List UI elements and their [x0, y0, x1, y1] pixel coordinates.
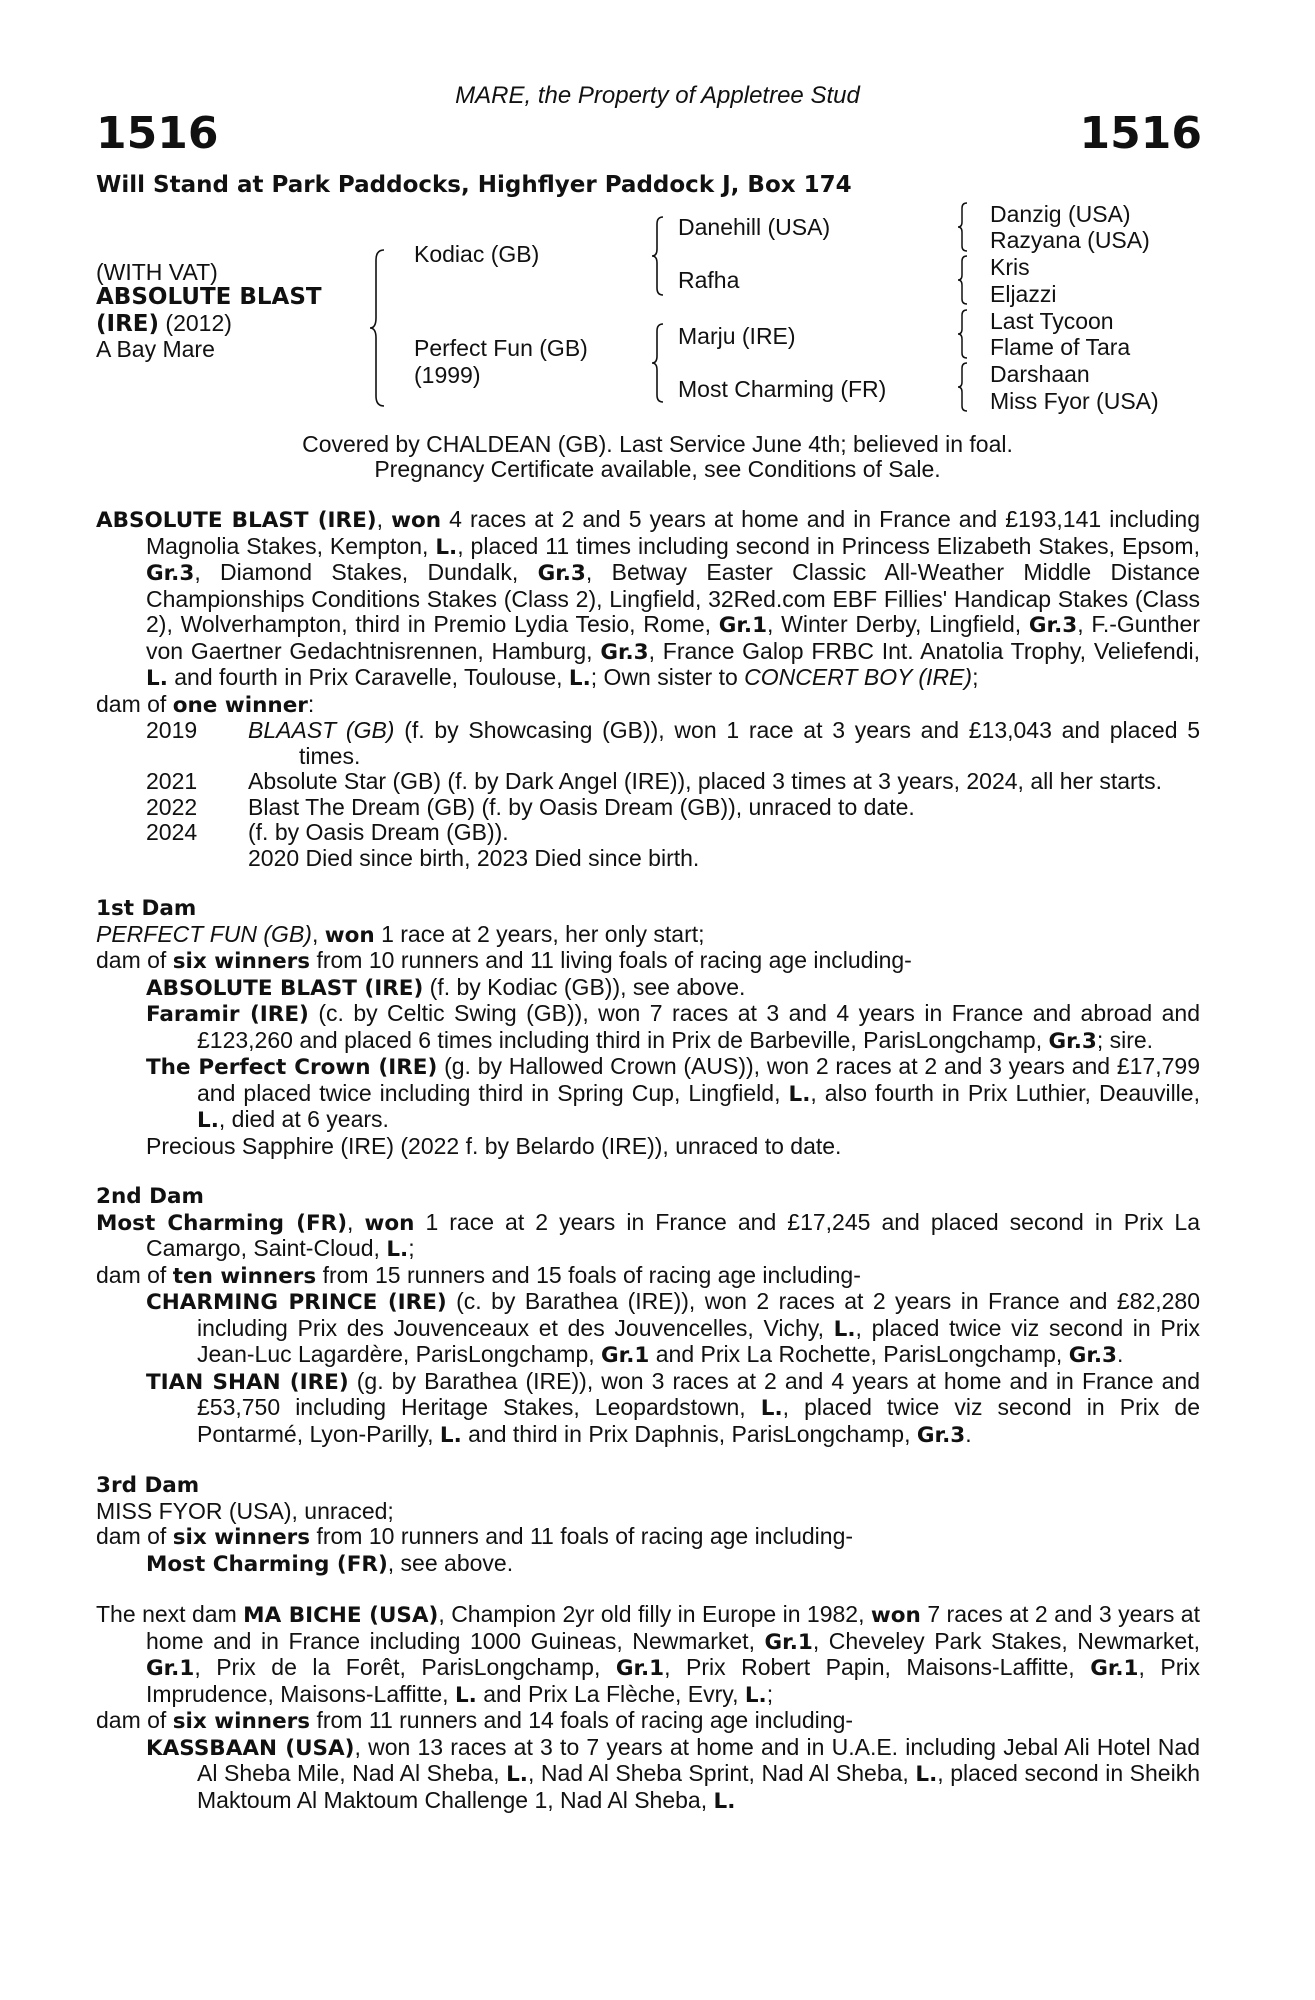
dam-record: PERFECT FUN (GB), won 1 race at 2 years, her only start;	[96, 920, 705, 948]
progeny-name: ABSOLUTE BLAST (IRE)	[146, 975, 424, 1001]
progeny-text: , Nad Al Sheba Sprint, Nad Al Sheba,	[527, 1760, 916, 1786]
sale-subtitle: MARE, the Property of Appletree Stud	[455, 82, 860, 109]
horse-origin: (IRE)	[96, 311, 160, 337]
ggs-8: Miss Fyor (USA)	[990, 388, 1159, 414]
progeny-text: , placed twice viz second in Prix de Pontarmé, Lyon-Parilly,	[197, 1394, 1201, 1447]
dam: Perfect Fun (GB)	[414, 335, 588, 361]
listed-mark: L.	[386, 1237, 409, 1262]
progeny-text: and Prix La Rochette, ParisLongchamp,	[649, 1341, 1069, 1367]
record-text-10: ;	[972, 664, 979, 690]
progeny-entry	[96, 1551, 1200, 1578]
dam-of-label: dam of	[96, 1261, 173, 1288]
second-dam-section	[96, 1184, 1200, 1448]
dam-text: and Prix La Flèche, Evry,	[476, 1680, 745, 1707]
record-won: won	[391, 508, 442, 533]
group-mark: Gr.3	[146, 561, 195, 586]
progeny-entry	[96, 1054, 1200, 1134]
pedigree-brace-g3	[957, 308, 969, 360]
dam-of-text: from 10 runners and 11 foals of racing age including-	[310, 1523, 854, 1549]
sibling-name: CONCERT BOY (IRE)	[744, 664, 973, 690]
dam-text: 1 race at 2 years, her only start;	[374, 920, 705, 947]
grandsire-paternal: Danehill (USA)	[678, 214, 831, 240]
group-mark: Gr.1	[1090, 1656, 1139, 1681]
dam-name: Most Charming (FR)	[96, 1210, 348, 1236]
listed-mark: L.	[435, 534, 458, 560]
catalogue-body	[96, 507, 1200, 1814]
progeny-text: Precious Sapphire (IRE) (2022 f. by Belardo (IRE)), unraced to date.	[146, 1132, 842, 1159]
progeny-name: Faramir (IRE)	[146, 1002, 309, 1027]
dam-of-text: from 11 runners and 14 foals of racing age including-	[310, 1707, 854, 1733]
progeny-text: ; sire.	[1096, 1026, 1154, 1053]
dam-of-line	[96, 1263, 1200, 1290]
vat-note: (WITH VAT)	[96, 259, 218, 285]
progeny-text: and third in Prix Daphnis, ParisLongchamp,	[461, 1420, 917, 1447]
group-mark: Gr.3	[1028, 613, 1078, 638]
dam-of-colon: :	[307, 690, 315, 717]
ggs-2: Razyana (USA)	[990, 227, 1150, 253]
dam-text: , Prix Imprudence, Maisons-Laffitte,	[146, 1654, 1200, 1707]
winner-count: six winners	[172, 1709, 311, 1734]
ggs-7: Darshaan	[990, 361, 1090, 387]
won-label: won	[870, 1603, 921, 1628]
progeny-text: (g. by Barathea (IRE)), won 3 races at 2 and 4 years at home and in France and £53,750 including Heritage Stakes, Leopardstown,	[197, 1367, 1200, 1420]
covering-note: Covered by CHALDEAN (GB). Last Service June 4th; believed in foal.	[302, 431, 1013, 457]
dam-name: MA BICHE (USA)	[243, 1603, 439, 1628]
produce-row	[96, 769, 1200, 795]
third-dam-section	[96, 1473, 1200, 1577]
dam-record: Most Charming (FR), won 1 race at 2 years in France and £17,245 and placed second in Prix La Camargo, Saint-Cloud, L.;	[96, 1208, 1200, 1262]
won-label: won	[324, 922, 375, 948]
progeny-text: , also fourth in Prix Luthier, Deauville,	[810, 1079, 1200, 1106]
produce-text: Blast The Dream (GB) (f. by Oasis Dream (GB)), unraced to date.	[248, 793, 915, 820]
produce-year: 2022	[146, 793, 198, 820]
produce-year: 2021	[146, 768, 198, 794]
record-text-8: and fourth in Prix Caravelle, Toulouse,	[167, 664, 569, 690]
listed-mark: L.	[744, 1682, 767, 1708]
produce-row	[96, 820, 1200, 846]
produce-year: 2024	[146, 819, 198, 845]
progeny-text: , placed twice viz second in Prix Jean-Luc Lagardère, ParisLongchamp,	[197, 1314, 1201, 1367]
granddam-paternal: Rafha	[678, 267, 740, 293]
pedigree-brace-sire	[651, 215, 665, 297]
progeny-text: .	[965, 1420, 972, 1447]
stand-location: Will Stand at Park Paddocks, Highflyer Paddock J, Box 174	[96, 172, 852, 198]
record-text-3: , Diamond Stakes, Dundalk,	[194, 559, 538, 585]
listed-mark: L.	[833, 1316, 856, 1342]
listed-mark: L.	[713, 1788, 736, 1814]
winner-count: ten winners	[172, 1263, 317, 1289]
ggs-4: Eljazzi	[990, 281, 1057, 307]
dam-text: , Prix de la Forêt, ParisLongchamp,	[194, 1654, 616, 1680]
dam-of-text: from 10 runners and 11 living foals of racing age including-	[310, 947, 912, 973]
listed-mark: L.	[197, 1108, 219, 1133]
produce-text: 2020 Died since birth, 2023 Died since birth.	[248, 844, 700, 871]
grandsire-maternal: Marju (IRE)	[678, 323, 796, 349]
group-mark: Gr.3	[1068, 1343, 1118, 1368]
listed-mark: L.	[788, 1081, 811, 1107]
section-title: 2nd Dam	[96, 1184, 204, 1209]
dam-of-line	[96, 1708, 1200, 1735]
listed-mark: L.	[146, 666, 168, 691]
horse-year: (2012)	[165, 310, 232, 336]
progeny-name: CHARMING PRINCE (IRE)	[146, 1290, 447, 1315]
horse-name: ABSOLUTE BLAST	[96, 284, 322, 310]
dam-text: , Champion 2yr old filly in Europe in 1982,	[438, 1601, 871, 1627]
dam-text: , Prix Robert Papin, Maisons-Laffitte,	[664, 1654, 1091, 1680]
section-title: 3rd Dam	[96, 1473, 200, 1498]
produce-row	[96, 846, 1200, 872]
group-mark: Gr.1	[764, 1629, 813, 1655]
progeny-entry	[96, 1735, 1200, 1815]
record-horse-name: ABSOLUTE BLAST (IRE)	[96, 508, 377, 533]
progeny-entry	[96, 1289, 1200, 1369]
produce-row	[96, 795, 1200, 821]
record-text-9: ; Own sister to	[590, 664, 745, 690]
dam-name: PERFECT FUN (GB)	[96, 920, 312, 947]
produce-text: (f. by Showcasing (GB)), won 1 race at 3 years and £13,043 and placed 5 times.	[299, 717, 1200, 769]
listed-mark: L.	[506, 1762, 528, 1787]
listed-mark: L.	[439, 1422, 462, 1448]
progeny-entry	[96, 1001, 1200, 1054]
progeny-entry	[96, 975, 1200, 1002]
progeny-text: , died at 6 years.	[218, 1106, 389, 1132]
progeny-text: , won 13 races at 3 to 7 years at home and in U.A.E. including Jebal Ali Hotel Nad Al Sheba Mile, Nad Al Sheba,	[197, 1733, 1200, 1786]
ggs-5: Last Tycoon	[990, 308, 1114, 334]
group-mark: Gr.1	[601, 1343, 650, 1368]
sire: Kodiac (GB)	[414, 241, 540, 267]
record-text-2: , placed 11 times including second in Princess Elizabeth Stakes, Epsom,	[457, 532, 1200, 559]
section-title: 1st Dam	[96, 896, 197, 921]
dam-of-label: dam of	[96, 947, 173, 973]
produce-name: BLAAST (GB)	[248, 717, 395, 743]
record-text-1: 4 races at 2 and 5 years at home and in France and £193,141 including Magnolia Stakes, Kempton,	[146, 506, 1201, 559]
progeny-text: , placed second in Sheikh Maktoum Al Maktoum Challenge 1, Nad Al Sheba,	[197, 1760, 1201, 1813]
winner-count: one winner	[172, 692, 308, 718]
ggs-3: Kris	[990, 254, 1030, 280]
dam-of-label: dam of	[96, 1523, 173, 1549]
pedigree-brace-dam	[651, 322, 665, 404]
group-mark: Gr.1	[718, 613, 768, 638]
progeny-text: (c. by Barathea (IRE)), won 2 races at 2 years in France and £82,280 including Prix des Jouvenceaux et des Jouvencelles, Vichy,	[197, 1288, 1200, 1341]
dam-text: ;	[408, 1235, 415, 1261]
progeny-name: TIAN SHAN (IRE)	[146, 1369, 349, 1395]
produce-year: 2019	[146, 717, 198, 743]
horse-origin-year	[96, 310, 232, 338]
pedigree-brace-g4	[957, 361, 969, 413]
horse-description: A Bay Mare	[96, 336, 215, 362]
lot-number-right: 1516	[1079, 108, 1202, 159]
group-mark: Gr.3	[916, 1422, 966, 1448]
group-mark: Gr.1	[146, 1656, 195, 1681]
dam-of-label: dam of	[96, 1707, 173, 1733]
dam-of-text: from 15 runners and 15 foals of racing age including-	[316, 1261, 861, 1288]
winner-count: six winners	[172, 949, 311, 974]
produce-text: (f. by Oasis Dream (GB)).	[248, 819, 509, 845]
progeny-name: Most Charming (FR)	[146, 1551, 388, 1577]
dam-text: 1 race at 2 years in France and £17,245 and placed second in Prix La Camargo, Saint-Cloud,	[146, 1208, 1200, 1261]
dam-text: ;	[766, 1680, 774, 1707]
dam-of-line	[96, 692, 1200, 719]
ggs-1: Danzig (USA)	[990, 201, 1131, 227]
group-mark: Gr.3	[1048, 1028, 1097, 1054]
dam-year: (1999)	[414, 362, 481, 388]
pregnancy-note: Pregnancy Certificate available, see Conditions of Sale.	[374, 456, 941, 482]
progeny-text: .	[1117, 1341, 1124, 1367]
dam-text: 7 races at 2 and 3 years at home and in France including 1000 Guineas, Newmarket,	[146, 1601, 1200, 1654]
next-dam-section	[96, 1602, 1200, 1814]
progeny-text: , see above.	[387, 1549, 514, 1576]
horse-record: ABSOLUTE BLAST (IRE), won 4 races at 2 and 5 years at home and in France and £193,141 including Magnolia Stakes, Kempton, L., placed 11 times including second in Princess Elizabeth Stakes, Epsom, Gr.3, Diamond Stakes, Dundalk, Gr.3, Betway Easter Classic All-Weather Middle Distance Championships Conditions Stakes (Class 2), Lingfield, 32Red.com EBF Fillies' Handicap Stakes (Class 2), Wolverhampton, third in Premio Lydia Tesio, Rome, Gr.1, Winter Derby, Lingfield, Gr.3, F.-Gunther von Gaertner Gedachtnisrennen, Hamburg, Gr.3, France Galop FRBC Int. Anatolia Trophy, Veliefendi, L. and fourth in Prix Caravelle, Toulouse, L.; Own sister to CONCERT BOY (IRE);	[96, 506, 1201, 691]
record-text-6: , F.-Gunther von Gaertner Gedachtnisrennen, Hamburg,	[146, 611, 1200, 664]
listed-mark: L.	[915, 1762, 938, 1787]
produce-row	[96, 718, 1200, 769]
group-mark: Gr.1	[615, 1656, 665, 1681]
progeny-text: (c. by Celtic Swing (GB)), won 7 races at 3 and 4 years in France and abroad and £123,260 and placed 6 times including third in Prix de Barbeville, ParisLongchamp,	[197, 1000, 1201, 1053]
progeny-entry	[96, 1369, 1200, 1449]
ggs-6: Flame of Tara	[990, 334, 1131, 360]
record-text-5: , Winter Derby, Lingfield,	[767, 611, 1029, 637]
pedigree-brace-g1	[957, 201, 969, 253]
group-mark: Gr.3	[600, 639, 649, 665]
pedigree-brace-g2	[957, 254, 969, 306]
pedigree-brace-main	[368, 248, 388, 408]
granddam-maternal: Most Charming (FR)	[678, 376, 887, 402]
progeny-entry	[96, 1134, 1200, 1160]
progeny-text: (f. by Kodiac (GB)), see above.	[423, 973, 746, 1000]
dam-record	[96, 1602, 1200, 1708]
listed-mark: L.	[568, 666, 591, 691]
next-dam-prefix: The next dam	[96, 1601, 244, 1627]
produce-text: Absolute Star (GB) (f. by Dark Angel (IRE)), placed 3 times at 3 years, 2024, all her starts.	[248, 768, 1162, 794]
dam-of-line	[96, 948, 1200, 975]
progeny-name: KASSBAAN (USA)	[146, 1735, 355, 1761]
dam-record: MISS FYOR (USA), unraced;	[96, 1497, 394, 1524]
listed-mark: L.	[760, 1396, 783, 1421]
dam-of-label: dam of	[96, 690, 173, 717]
record-text-4: , Betway Easter Classic All-Weather Middle Distance Championships Conditions Stakes (Class 2), Lingfield, 32Red.com EBF Fillies' Handicap Stakes (Class 2), Wolverhampton, third in Premio Lydia Tesio, Rome,	[146, 559, 1200, 637]
dam-of-line	[96, 1524, 1200, 1551]
record-text-7: , France Galop FRBC Int. Anatolia Trophy, Veliefendi,	[648, 637, 1200, 664]
winner-count: six winners	[172, 1525, 311, 1550]
first-dam-section	[96, 896, 1200, 1159]
lot-number-left: 1516	[96, 108, 219, 159]
dam-text: , Cheveley Park Stakes, Newmarket,	[812, 1627, 1200, 1654]
progeny-text: (g. by Hallowed Crown (AUS)), won 2 races at 2 and 3 years and £17,799 and placed twice including third in Spring Cup, Lingfield,	[197, 1053, 1200, 1106]
listed-mark: L.	[454, 1682, 477, 1708]
won-label: won	[364, 1210, 415, 1236]
progeny-name: The Perfect Crown (IRE)	[146, 1055, 438, 1080]
group-mark: Gr.3	[537, 561, 586, 586]
